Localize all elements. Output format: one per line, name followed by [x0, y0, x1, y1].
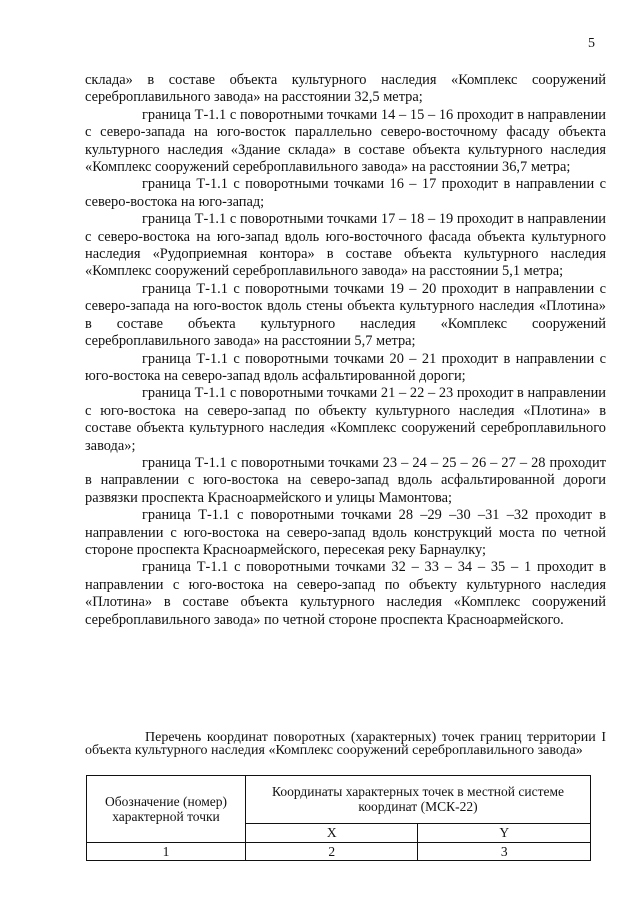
y-header: Y — [418, 823, 591, 842]
paragraph: склада» в составе объекта культурного наследия «Комплекс сооружений сереброплавильного завода» на расстоянии 32,5 метра; — [85, 72, 606, 106]
paragraph: граница Т-1.1 с поворотными точками 17 – 18 – 19 проходит в направлении с северо-востока на юго-запад вдоль юго-восточного фасада объекта культурного наследия «Рудоприемная контора» в составе объекта культурного наследия «Комплекс сооружений сереброплавильного завода» на расстоянии 5,1 метра; — [85, 211, 606, 280]
list-title-text: Перечень координат поворотных (характерных) точек границ территории I объекта культурного наследия «Комплекс сооружений сереброплавильного завода» — [85, 730, 606, 758]
paragraph: граница Т-1.1 с поворотными точками 23 – 24 – 25 – 26 – 27 – 28 проходит в направлении с юго-востока на северо-запад вдоль асфальтированной дороги развязки проспекта Красноармейского и улицы Мамонтова; — [85, 454, 606, 506]
paragraph: граница Т-1.1 с поворотными точками 19 – 20 проходит в направлении с северо-запада на юго-восток вдоль стены объекта культурного наследия «Плотина» в составе объекта культурного наследия «Комплекс сооружений сереброплавильного завода» на расстоянии 5,7 метра; — [85, 280, 606, 350]
point-number-header: Обозначение (номер) характерной точки — [87, 776, 246, 843]
x-header: X — [246, 823, 418, 842]
column-number: 3 — [418, 843, 591, 861]
paragraph: граница Т-1.1 с поворотными точками 14 – 15 – 16 проходит в направлении с северо-запада на юго-восток параллельно северо-восточному фасаду объекта культурного наследия «Здание склада» в составе объекта культурного наследия «Комплекс сооружений сереброплавильного завода» на расстоянии 36,7 метра; — [85, 106, 606, 176]
paragraph: граница Т-1.1 с поворотными точками 21 – 22 – 23 проходит в направлении с юго-востока на северо-запад по объекту культурного наследия «Плотина» в составе объекта культурного наследия «Комплекс сооружений сереброплавильного завода»; — [85, 385, 606, 454]
column-number: 1 — [87, 843, 246, 861]
paragraph: граница Т-1.1 с поворотными точками 16 – 17 проходит в направлении с северо-востока на юго-запад; — [85, 176, 606, 210]
table-numbering-row — [87, 843, 591, 861]
paragraph: граница Т-1.1 с поворотными точками 32 – 33 – 34 – 35 – 1 проходит в направлении с юго-востока на северо-запад по объекту культурного наследия «Плотина» в составе объекта культурного наследия «Комплекс сооружений сереброплавильного завода» по четной стороне проспекта Красноармейского. — [85, 559, 606, 628]
coordinates-list-title — [85, 731, 606, 757]
page-number: 5 — [588, 36, 595, 51]
table-header-row — [87, 776, 591, 824]
body-text — [85, 72, 606, 629]
paragraph: граница Т-1.1 с поворотными точками 20 – 21 проходит в направлении с юго-востока на северо-запад вдоль асфальтированной дороги; — [85, 350, 606, 384]
coordinates-header: Координаты характерных точек в местной системе координат (МСК-22) — [246, 776, 591, 824]
coordinates-table — [86, 775, 591, 861]
column-number: 2 — [246, 843, 418, 861]
paragraph: граница Т-1.1 с поворотными точками 28 –29 –30 –31 –32 проходит в направлении с юго-востока на северо-запад вдоль конструкций моста по четной стороне проспекта Красноармейского, пересекая реку Барнаулку; — [85, 507, 606, 558]
